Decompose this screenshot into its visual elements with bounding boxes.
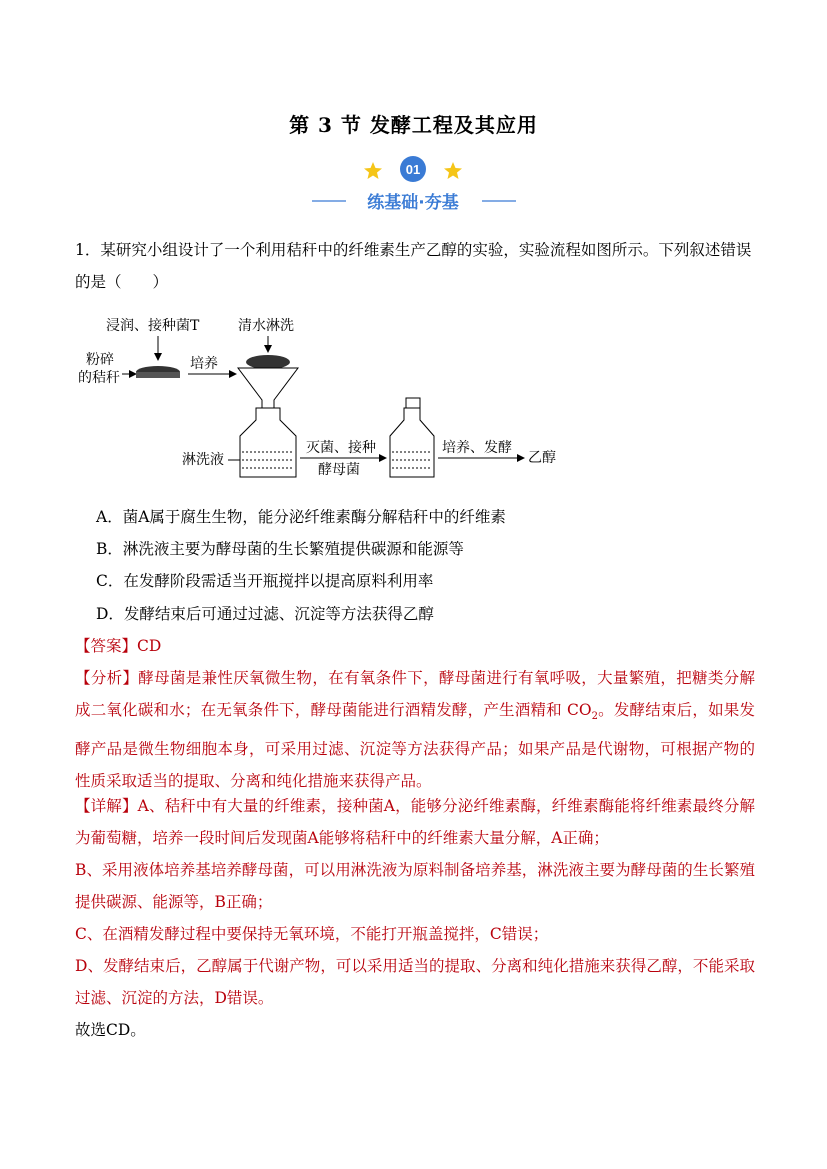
badge-lines [312, 196, 516, 206]
label-sterilize1: 灭菌、接种 [306, 440, 376, 456]
option-b: B．淋洗液主要为酵母菌的生长繁殖提供碳源和能源等 [96, 540, 464, 558]
question-1 [75, 234, 755, 298]
badge-number: 01 [405, 162, 421, 177]
answer-value: CD [137, 637, 162, 655]
experiment-flow-diagram [78, 312, 568, 482]
detail-a: A、秸秆中有大量的纤维素，接种菌A，能够分泌纤维素酶，纤维素酶能将纤维素最终分解为葡萄糖，培养一段时间后发现菌A能够将秸秆中的纤维素大量分解，A正确； [75, 797, 755, 847]
detail-d: D、发酵结束后，乙醇属于代谢产物，可以采用适当的提取、分离和纯化措施来获得乙醇，不能采取过滤、沉淀的方法，D错误。 [75, 957, 755, 1007]
star-icon [364, 162, 382, 179]
analysis-tag: 【分析】 [75, 669, 139, 687]
badge-label: 练基础·夯基 [367, 193, 459, 213]
analysis-sub: 2 [591, 711, 598, 723]
question-text: 某研究小组设计了一个利用秸秆中的纤维素生产乙醇的实验，实验流程如图所示。下列叙述错误的是（ ） [75, 241, 752, 291]
label-ethanol: 乙醇 [528, 450, 556, 466]
bottle-1 [240, 408, 296, 477]
star-icon [444, 162, 462, 179]
analysis [75, 662, 755, 797]
label-rinse: 清水淋洗 [238, 318, 294, 334]
analysis-text2: 。发酵结束后，如果发酵产品是微生物细胞本身，可采用过滤、沉淀等方法获得产品；如果产品是代谢物，可根据产物的性质采取适当的提取、分离和纯化措施来获得产品。 [75, 701, 755, 791]
label-sterilize2: 酵母菌 [318, 462, 360, 478]
detail-tag: 【详解】 [75, 797, 138, 815]
analysis-text1: 酵母菌是兼性厌氧微生物，在有氧条件下，酵母菌进行有氧呼吸，大量繁殖，把糖类分解成二氧化碳和水；在无氧条件下，酵母菌能进行酒精发酵，产生酒精和 CO [75, 669, 755, 719]
label-ferment: 培养、发酵 [442, 440, 512, 456]
bottle-2 [390, 408, 434, 477]
detail-conclusion: 故选CD。 [75, 1021, 146, 1039]
label-wash-liquid: 淋洗液 [182, 452, 224, 468]
answer [75, 630, 755, 662]
question-number: 1． [75, 241, 101, 259]
detail-b: B、采用液体培养基培养酵母菌，可以用淋洗液为原料制备培养基，淋洗液主要为酵母菌的生长繁殖提供碳源、能源等，B正确； [75, 861, 755, 911]
option-c: C．在发酵阶段需适当开瓶搅拌以提高原料利用率 [96, 572, 434, 590]
page-title: 第 3 节 发酵工程及其应用 [289, 113, 538, 137]
label-culture: 培养 [190, 356, 218, 372]
section-badge [353, 154, 473, 218]
label-crush1: 粉碎 [86, 352, 114, 368]
funnel-straw [246, 355, 290, 369]
answer-tag: 【答案】 [75, 637, 138, 655]
label-soak: 浸润、接种菌T [106, 318, 200, 334]
detail-c: C、在酒精发酵过程中要保持无氧环境，不能打开瓶盖搅拌，C错误； [75, 925, 549, 943]
option-a: A．菌A属于腐生生物，能分泌纤维素酶分解秸秆中的纤维素 [96, 508, 506, 526]
option-d: D．发酵结束后可通过过滤、沉淀等方法获得乙醇 [96, 605, 434, 623]
detail [75, 790, 755, 1046]
label-crush2: 的秸秆 [78, 370, 120, 386]
